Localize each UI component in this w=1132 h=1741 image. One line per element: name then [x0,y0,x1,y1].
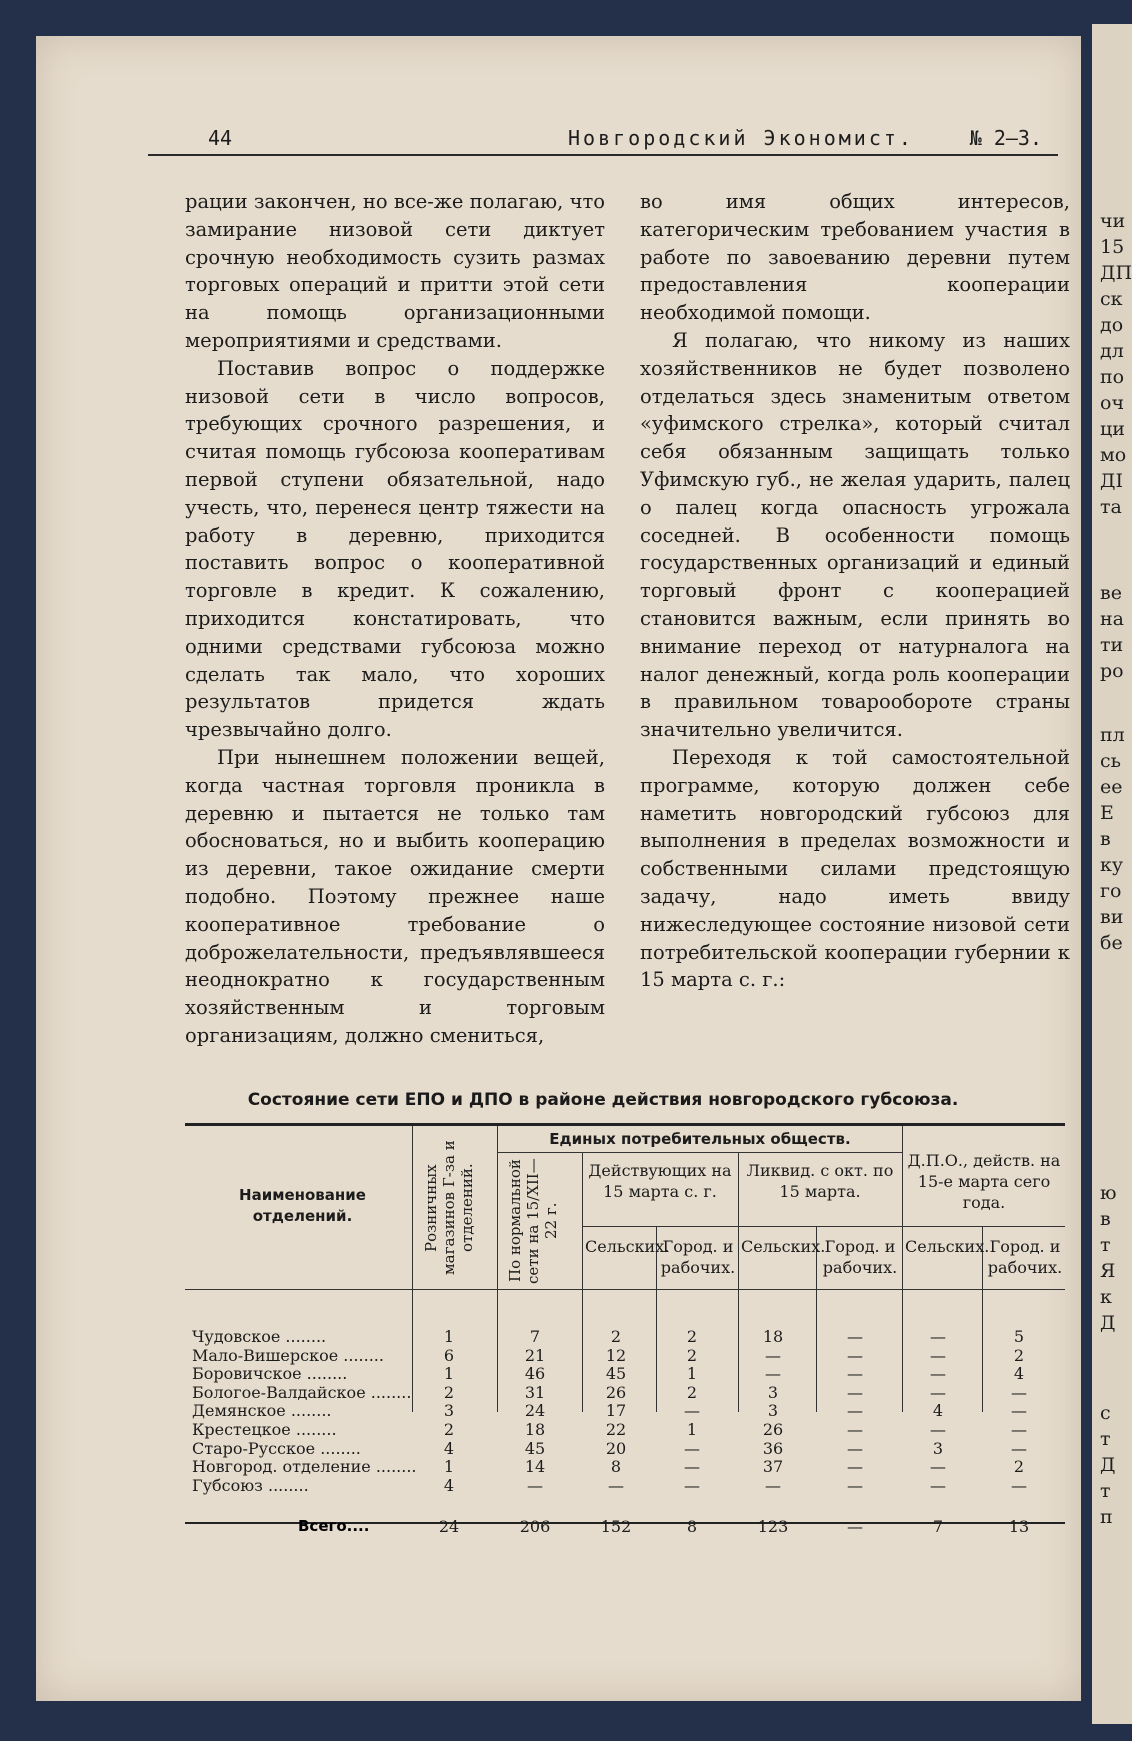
table-cell: — [930,1475,946,1495]
table-cell: — [847,1475,863,1495]
table-row-name: Мало-Вишерское ........ [192,1345,384,1365]
table-cell: — [847,1327,863,1346]
total-label: Всего.... [298,1517,370,1535]
table-cell: 8 [610,1457,622,1477]
table-cell: — [684,1475,700,1495]
paragraph: Переходя к той самостоятельной программе, которую должен себе наметить новгородский губсоюз для выполнения в пределах возможности и собственными силами предстоящую задачу, надо иметь ввиду нижеследующее состояние низовой сети потребительской кооперации губернии к 15 марта с. г.: [640,745,1070,992]
table-cell: — [847,1382,863,1402]
table-cell: 3 [767,1382,779,1402]
col-header-urban: Город. и рабочих. [987,1237,1063,1277]
adjacent-page-fragment: к [1100,1286,1112,1308]
table-cell: — [684,1457,700,1477]
table-cell: 2 [686,1327,698,1346]
table-cell: — [1011,1382,1027,1402]
adjacent-page-fragment: Д [1100,1312,1116,1334]
adjacent-page-fragment: т [1100,1234,1111,1256]
table-cell: 1 [443,1457,455,1477]
table-cell: 3 [443,1401,455,1421]
table-cell: 2 [686,1382,698,1402]
col-header-rural: Сельских. [741,1237,826,1256]
table-total-cell: 7 [932,1517,944,1536]
adjacent-page-fragment: бе [1100,932,1123,954]
adjacent-page-fragment: т [1100,1428,1111,1450]
table-cell: — [930,1327,946,1346]
table-cell: 20 [605,1438,627,1458]
adjacent-page-fragment: ви [1100,906,1124,928]
table-rule [497,1152,902,1153]
paragraph: во имя общих интересов, категорическим требованием участия в работе по завоеванию деревни путем предоставления кооперации необходимой помощи. [640,190,1070,325]
table-row-name: Крестецкое ........ [192,1420,337,1439]
adjacent-page-fragment: в [1100,1208,1111,1230]
table-total-cell: 152 [600,1517,632,1536]
adjacent-page-fragment: с [1100,1402,1111,1424]
adjacent-page-fragment: та [1100,496,1122,518]
adjacent-page-fragment: ДП [1100,262,1132,284]
table-cell: — [930,1382,946,1402]
adjacent-page-fragment: п [1100,1506,1113,1528]
table-total-cell: — [847,1517,863,1536]
table-cell: 1 [686,1364,698,1384]
col-header-liquidated: Ликвид. с окт. по 15 марта. [746,1161,894,1201]
adjacent-page-fragment: ее [1100,776,1123,798]
table-cell: 31 [524,1382,546,1402]
table-cell: — [765,1364,781,1384]
table-cell: — [765,1475,781,1495]
col-header-name: Наименование отделений. [239,1186,366,1225]
table-rule [738,1152,739,1412]
col-header-normal: По нормальной сети на 15/XII—22 г. [506,1158,560,1284]
issue-number: № 2—3. [969,126,1042,150]
adjacent-page-fragment: ро [1100,660,1124,682]
left-text-column [185,188,605,1050]
adjacent-page-fragment: ве [1100,582,1122,604]
col-header-urban: Город. и рабочих. [660,1237,736,1277]
table-row-name: Боровичское ........ [192,1364,348,1384]
page-number: 44 [208,126,233,150]
table-cell: 4 [443,1475,455,1495]
col-header-urban: Город. и рабочих. [822,1237,898,1277]
adjacent-page-fragment: ци [1100,418,1125,440]
table-rule [902,1126,903,1412]
adjacent-page-fragment: до [1100,314,1124,336]
table-cell: 7 [529,1327,541,1346]
table-cell: 1 [443,1327,455,1346]
adjacent-page-edge [1092,24,1132,1724]
table-cell: 26 [762,1420,784,1439]
table-cell: — [527,1475,543,1495]
table-cell: 26 [605,1382,627,1402]
table-cell: — [608,1475,624,1495]
table-cell: — [930,1420,946,1439]
table-top-rule [185,1123,1065,1126]
table-cell: 4 [1013,1364,1025,1384]
table-cell: 18 [524,1420,546,1439]
col-header-rural: Сельских. [905,1237,990,1256]
table-cell: 17 [605,1401,627,1421]
col-header-active: Действующих на 15 марта с. г. [588,1161,732,1201]
table-rule [412,1126,413,1412]
adjacent-page-fragment: по [1100,366,1125,388]
adjacent-page-fragment: ск [1100,288,1123,310]
table-cell: 37 [762,1457,784,1477]
table-cell: 6 [443,1345,455,1365]
adjacent-page-fragment: Е [1100,802,1114,824]
adjacent-page-fragment: сь [1100,750,1121,772]
table-cell: — [930,1364,946,1384]
col-header-epo-group: Единых потребительных обществ. [549,1130,851,1148]
table-cell: 2 [443,1382,455,1402]
table-total-cell: 8 [686,1517,698,1536]
adjacent-page-fragment: дл [1100,340,1124,362]
adjacent-page-fragment: Я [1100,1260,1116,1282]
table-cell: — [847,1345,863,1365]
table-rule [582,1226,1065,1227]
journal-title: Новгородский Экономист. [568,126,914,150]
table-cell: — [1011,1420,1027,1439]
table-cell: — [1011,1438,1027,1458]
adjacent-page-fragment: пл [1100,724,1125,746]
adjacent-page-fragment: в [1100,828,1111,850]
paragraph: Поставив вопрос о поддержке низовой сети в число вопросов, требующих срочного разрешения, и считая помощь губсоюза кооперативам первой ступени обязательной, надо учесть, что, перенеся центр тяжести на работу в деревню, приходится поставить вопрос о кооперативной торговле в кредит. К сожалению, приходится констатировать, что одними средствами губсоюза можно сделать так мало, что хороших результатов придется ждать чрезвычайно долго. [185,356,605,742]
col-header-dpo: Д.П.О., действ. на 15-е марта сего года. [907,1151,1061,1212]
adjacent-page-fragment: оч [1100,392,1125,414]
table-rule [582,1152,583,1412]
table-total-cell: 13 [1008,1517,1030,1536]
table-cell: — [684,1438,700,1458]
adjacent-page-fragment: чи [1100,210,1126,232]
table-cell: 18 [762,1327,784,1346]
table-caption: Состояние сети ЕПО и ДПО в районе действия новгородского губсоюза. [247,1090,959,1110]
table-cell: 3 [767,1401,779,1421]
table-cell: 12 [605,1345,627,1365]
table-cell: — [847,1420,863,1439]
table-cell: — [847,1457,863,1477]
table-cell: — [765,1345,781,1365]
table-cell: 2 [1013,1345,1025,1365]
table-cell: 2 [1013,1457,1025,1477]
adjacent-page-fragment: т [1100,1480,1111,1502]
table-cell: 4 [932,1401,944,1421]
table-cell: 36 [762,1438,784,1458]
paragraph: При нынешнем положении вещей, когда частная торговля проникла в деревню и пытается не только там обосноваться, но и выбить кооперацию из деревни, такое ожидание смерти подобно. Поэтому прежнее наше кооперативное требование о доброжелательности, предъявлявшееся неоднократно к государственным хозяйственным и торговым организациям, должно смениться, [185,745,605,1047]
table-cell: 21 [524,1345,546,1365]
table-rule [497,1126,498,1412]
table-total-cell: 206 [519,1517,551,1536]
table-row-name: Бологое-Валдайское ........ [192,1382,412,1402]
table-cell: 45 [605,1364,627,1384]
paragraph: Я полагаю, что никому из наших хозяйственников не будет позволено отделаться здесь знаменитым ответом «уфимского стрелка», который считал себя обязанным защищать только Уфимскую губ., не желая ударить, палец о палец когда опасность угрожала соседней. В особенности помощь государственных организаций и единый торговый фронт с кооперацией становится важным, если принять во внимание переход от натурналога на налог денежный, когда роль кооперации в правильном товарообороте страны значительно увеличится. [640,328,1070,742]
table-cell: — [684,1401,700,1421]
adjacent-page-fragment: ти [1100,634,1124,656]
table-cell: 22 [605,1420,627,1439]
table-cell: 14 [524,1457,546,1477]
table-row-name: Губсоюз ........ [192,1475,309,1495]
adjacent-page-fragment: ю [1100,1182,1117,1204]
right-text-column [640,188,1070,994]
col-header-retail: Розничных магазинов Г-за и отделений. [422,1140,476,1276]
running-header [148,120,1058,156]
adjacent-page-fragment: ку [1100,854,1124,876]
adjacent-page-fragment: Д [1100,1454,1116,1476]
table-total-cell: 24 [438,1517,460,1536]
adjacent-page-fragment: ДІ [1100,470,1123,492]
table-cell: 3 [932,1438,944,1458]
table-cell: 2 [443,1420,455,1439]
adjacent-page-fragment: мо [1100,444,1127,466]
col-header-rural: Сельских. [585,1237,670,1256]
table-cell: — [847,1401,863,1421]
table-cell: 5 [1013,1327,1025,1346]
table-cell: 1 [686,1420,698,1439]
table-cell: 46 [524,1364,546,1384]
table-row-name: Чудовское ........ [192,1327,327,1346]
table-cell: — [847,1364,863,1384]
table-cell: 2 [686,1345,698,1365]
table-cell: — [930,1457,946,1477]
table-cell: — [1011,1475,1027,1495]
table-row-name: Старо-Русское ........ [192,1438,361,1458]
paragraph: рации закончен, но все-же полагаю, что замирание низовой сети диктует срочную необходимость сузить размах торговых операций и притти этой сети на помощь организационными мероприятиями и средствами. [185,190,605,352]
table-cell: 4 [443,1438,455,1458]
adjacent-page-fragment: го [1100,880,1122,902]
table-total-cell: 123 [757,1517,789,1536]
table-cell: — [930,1345,946,1365]
table-cell: 24 [524,1401,546,1421]
table-row-name: Демянское ........ [192,1401,332,1421]
table-cell: — [847,1438,863,1458]
table-rule [185,1289,1065,1290]
adjacent-page-fragment: 15 [1100,236,1125,258]
table-cell: 2 [610,1327,622,1346]
table-cell: 45 [524,1438,546,1458]
adjacent-page-fragment: на [1100,608,1124,630]
table-cell: 1 [443,1364,455,1384]
table-cell: — [1011,1401,1027,1421]
table-row-name: Новгород. отделение ........ [192,1457,417,1477]
